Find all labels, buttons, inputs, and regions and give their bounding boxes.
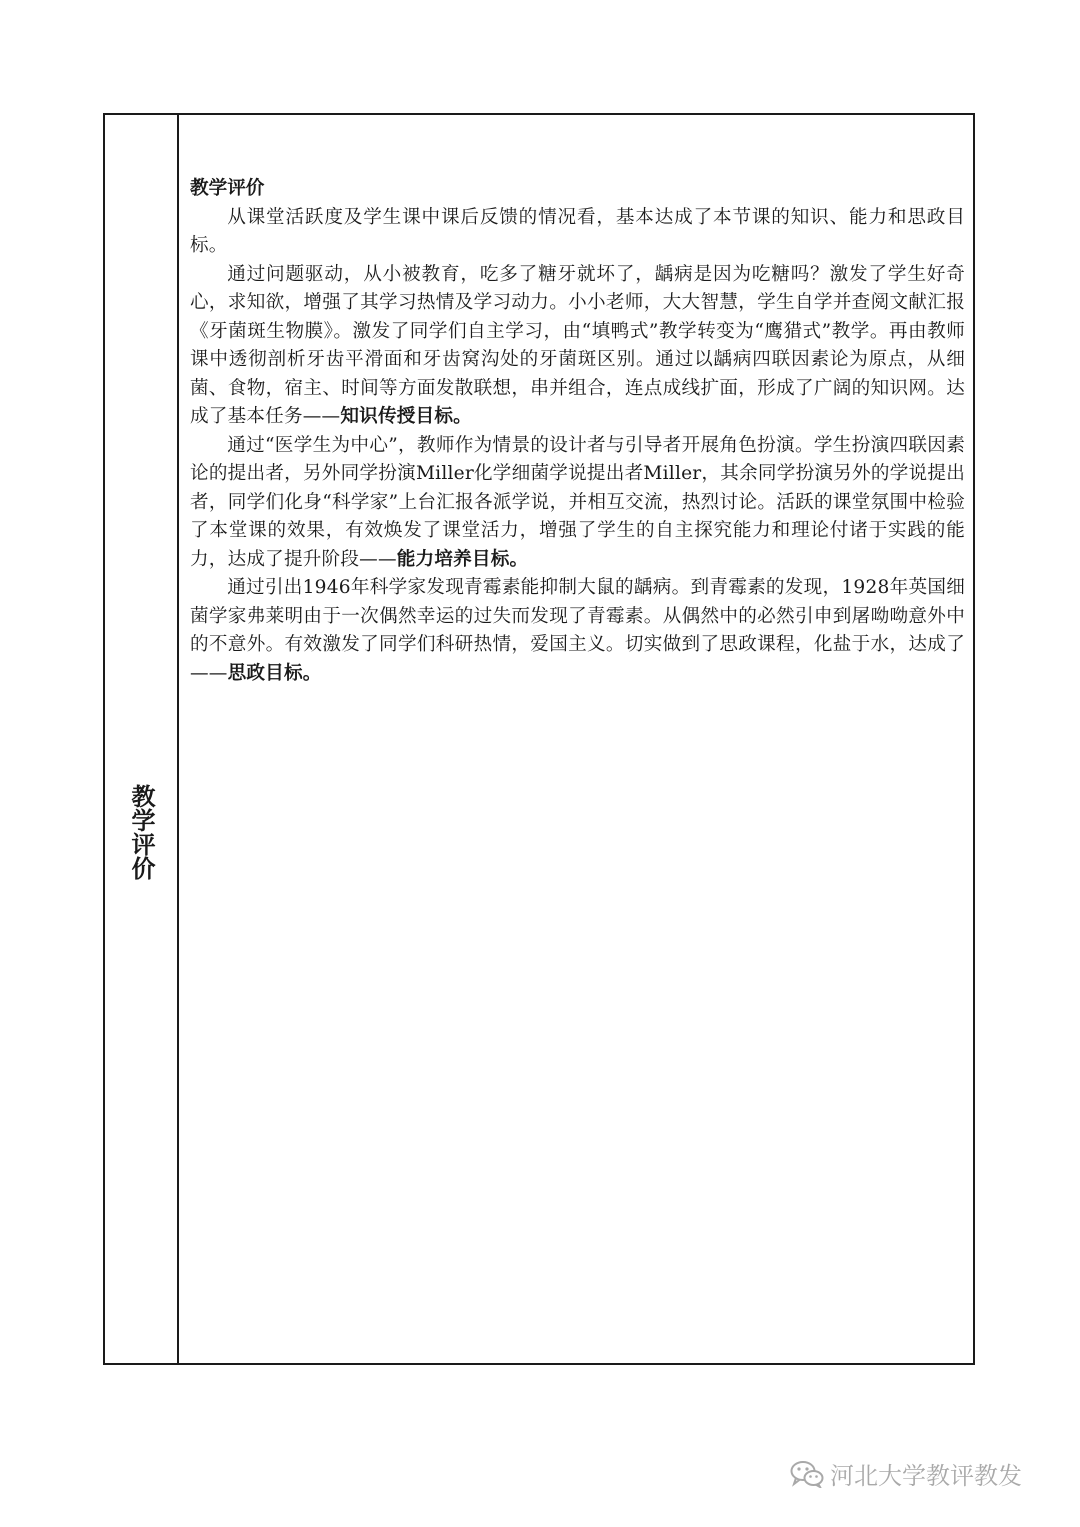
paragraph-1 <box>190 204 965 261</box>
label-cell <box>105 115 179 1363</box>
evaluation-table <box>103 113 975 1365</box>
paragraph-1-text: 从课堂活跃度及学生课中课后反馈的情况看，基本达成了本节课的知识、能力和思政目标。 <box>190 206 965 256</box>
paragraph-3 <box>190 432 965 575</box>
watermark-text: 河北大学教评教发 <box>830 1462 1022 1490</box>
wechat-icon <box>790 1460 824 1488</box>
paragraph-2-text: 通过问题驱动，从小被教育，吃多了糖牙就坏了，龋病是因为吃糖吗？激发了学生好奇心，求知欲，增强了其学习热情及学习动力。小小老师，大大智慧，学生自学并查阅文献汇报《牙菌斑生物膜》。激发了同学们自主学习，由“填鸭式”教学转变为“鹰猎式”教学。再由教师课中透彻剖析牙齿平滑面和牙齿窝沟处的牙菌斑区别。通过以龋病四联因素论为原点，从细菌、食物，宿主、时间等方面发散联想，串并组合，连点成线扩面，形成了广阔的知识网。达成了基本任务—— <box>190 263 965 427</box>
paragraph-2 <box>190 261 965 432</box>
paragraph-4-bold: 思政目标。 <box>227 662 322 684</box>
watermark <box>790 1456 1022 1491</box>
row-label: 教学评价 <box>127 784 156 880</box>
paragraph-4-text: 通过引出1946年科学家发现青霉素能抑制大鼠的龋病。到青霉素的发现，1928年英国细菌学家弗莱明由于一次偶然幸运的过失而发现了青霉素。从偶然中的必然引申到屠呦呦意外中的不意外。有效激发了同学们科研热情，爱国主义。切实做到了思政课程，化盐于水，达成了—— <box>190 577 965 684</box>
paragraph-3-bold: 能力培养目标。 <box>396 548 529 570</box>
paragraph-2-bold: 知识传授目标。 <box>340 406 472 427</box>
paragraph-3-text: 通过“医学生为中心”，教师作为情景的设计者与引导者开展角色扮演。学生扮演四联因素论的提出者，另外同学扮演Miller化学细菌学说提出者Miller，其余同学扮演另外的学说提出者，同学们化身“科学家”上台汇报各派学说，并相互交流，热烈讨论。活跃的课堂氛围中检验了本堂课的效果，有效焕发了课堂活力，增强了学生的自主探究能力和理论付诸于实践的能力，达成了提升阶段—— <box>190 434 965 570</box>
content-cell <box>179 115 973 1363</box>
paragraph-4 <box>190 574 965 688</box>
section-title: 教学评价 <box>190 178 265 199</box>
